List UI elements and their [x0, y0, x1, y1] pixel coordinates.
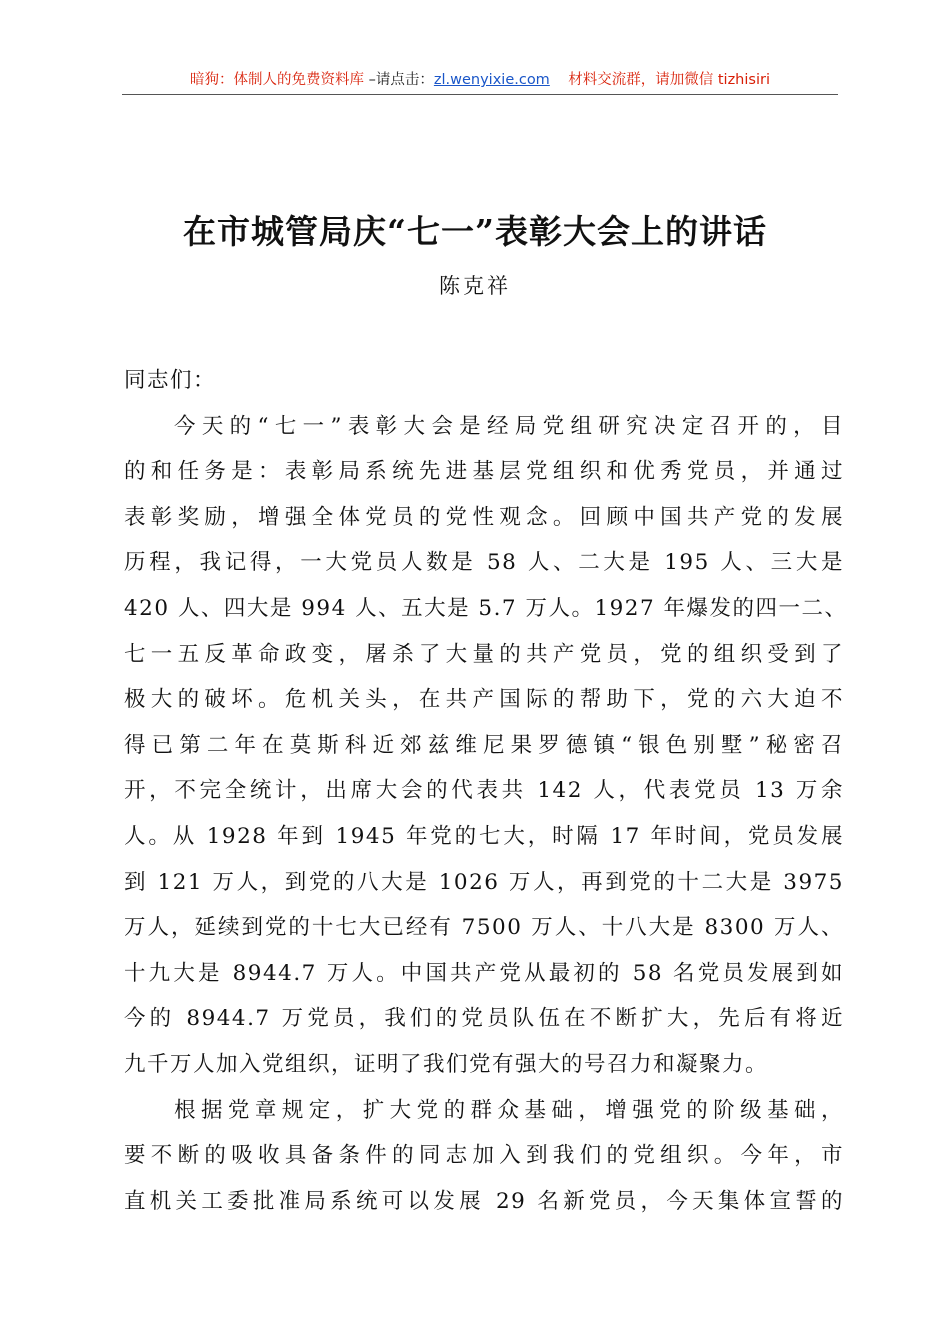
paragraph-line: 九千万人加入党组织，证明了我们党有强大的号召力和凝聚力。 [124, 1051, 769, 1077]
header-link[interactable]: zl.wenyixie.com [433, 72, 550, 88]
header-contact: 材料交流群，请加微信 tizhisiri [568, 72, 770, 88]
paragraph-line: 十九大是 8944.7 万人。中国共产党从最初的 58 名党员发展到如 [124, 960, 844, 986]
paragraph-line: 到 121 万人，到党的八大是 1026 万人，再到党的十二大是 3975 [124, 869, 844, 895]
paragraph-line: 要不断的吸收具备条件的同志加入到我们的党组织。今年，市 [124, 1143, 844, 1169]
paragraph-line: 得已第二年在莫斯科近郊兹维尼果罗德镇“银色别墅”秘密召 [124, 732, 844, 758]
salutation: 同志们： [124, 368, 217, 393]
header-brand: 暗狗：体制人的免费资料库 [190, 72, 365, 88]
paragraph-line: 今天的“七一”表彰大会是经局党组研究决定召开的，目 [174, 413, 844, 439]
paragraph-line: 开，不完全统计，出席大会的代表共 142 人，代表党员 13 万余 [124, 778, 844, 804]
paragraph-line: 今的 8944.7 万党员，我们的党员队伍在不断扩大，先后有将近 [124, 1006, 844, 1032]
paragraph-line: 万人，延续到党的十七大已经有 7500 万人、十八大是 8300 万人、 [124, 915, 844, 941]
document-body [124, 358, 848, 1224]
header-prompt: –请点击： [364, 72, 434, 88]
document-title: 在市城管局庆“七一”表彰大会上的讲话 [183, 212, 767, 251]
paragraph-line: 的和任务是：表彰局系统先进基层党组织和优秀党员，并通过 [124, 459, 844, 485]
paragraph-line: 根据党章规定，扩大党的群众基础，增强党的阶级基础， [174, 1097, 844, 1123]
paragraph-line: 人。从 1928 年到 1945 年党的七大，时隔 17 年时间，党员发展 [124, 823, 844, 849]
paragraph-line: 420 人、四大是 994 人、五大是 5.7 万人。1927 年爆发的四一二、 [124, 595, 848, 621]
paragraph-line: 极大的破坏。危机关头，在共产国际的帮助下，党的六大迫不 [124, 687, 844, 713]
paragraph-line: 表彰奖励，增强全体党员的党性观念。回顾中国共产党的发展 [124, 504, 844, 530]
paragraph-line: 直机关工委批准局系统可以发展 29 名新党员，今天集体宣誓的 [124, 1188, 844, 1214]
document-author: 陈克祥 [439, 274, 511, 298]
page-header [122, 70, 838, 95]
paragraph-line: 历程，我记得，一大党员人数是 58 人、二大是 195 人、三大是 [124, 550, 844, 576]
paragraph-line: 七一五反革命政变，屠杀了大量的共产党员，党的组织受到了 [124, 641, 844, 667]
